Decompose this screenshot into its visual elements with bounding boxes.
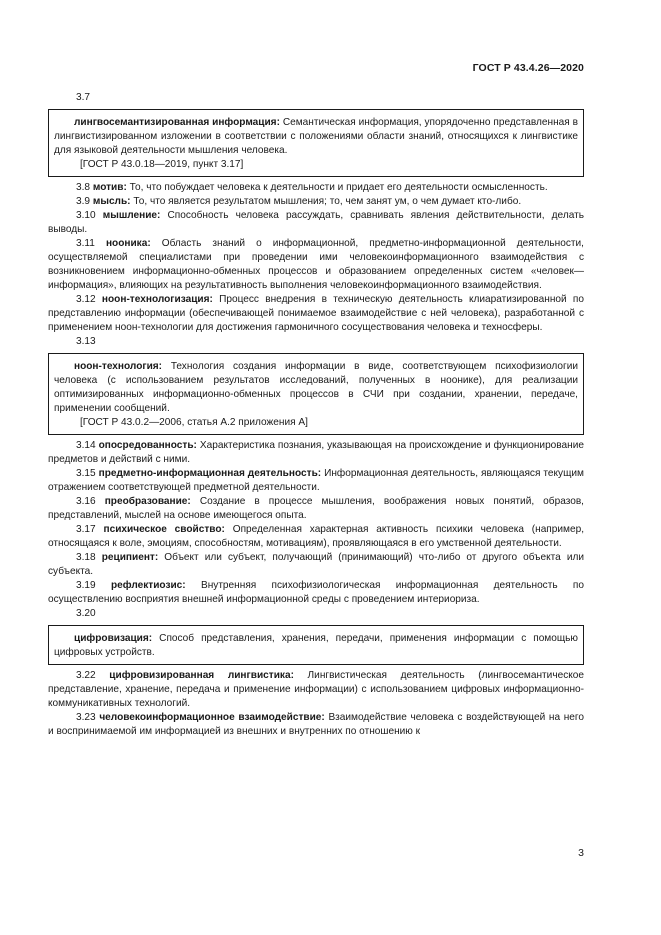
term-entry <box>48 209 584 237</box>
term-number: 3.18 <box>76 552 96 563</box>
term-number: 3.11 <box>76 238 95 249</box>
term-definition <box>54 632 578 660</box>
term-entry <box>48 669 584 711</box>
page-number: 3 <box>578 847 584 859</box>
term-number: 3.22 <box>76 670 96 681</box>
term-definition <box>54 360 578 416</box>
term-number: 3.8 <box>76 182 91 193</box>
definition-text: Семантическая информация, упорядоченно представленная в лингвистизированном изложении в соответствии с положениями области знаний, относящихся к лингвистике для языковой деятельности мышления человека. <box>54 117 579 156</box>
term-name: ноон-технологизация: <box>101 294 213 305</box>
term-definition <box>54 116 578 158</box>
term-name: цифровизированная лингвистика: <box>109 670 294 681</box>
term-name: предметно-информационная деятельность: <box>98 468 322 479</box>
definition-text: Внутренняя психофизиологическая информационная деятельность по осуществлению восприятия внешней информационной среды с проведением интериориза. <box>48 580 584 605</box>
term-entry <box>48 551 584 579</box>
term-name: реципиент: <box>101 552 159 563</box>
definition-text: Процесс внедрения в техническую деятельность клиаратизированной по представлению информации (обеспечивающей понимаемое взаимодействие с ней человека), разработанной с применением ноон-технологии для достижения гармоничного сосуществования человека и техносферы. <box>48 294 585 333</box>
term-number: 3.14 <box>76 440 96 451</box>
definition-text: Определенная характерная активность психики человека (например, относящаяся к воле, эмоциям, способностям, мотивациям), проявляющаяся в его умственной деятельности. <box>48 524 584 549</box>
definition-text: То, что побуждает человека к деятельности и придает его деятельности осмысленность. <box>126 182 548 193</box>
definition-text: Создание в процессе мышления, воображения новых понятий, образов, представлений, мыслей на основе имеющегося опыта. <box>48 496 584 521</box>
definition-text: Лингвистическая деятельность (лингвосемантическое представление, хранение, передача и применение информации) с использованием цифровых информационно-коммуникативных технологий. <box>48 670 584 709</box>
term-entry <box>48 495 584 523</box>
term-number: 3.10 <box>76 210 96 221</box>
term-name: рефлектиозис: <box>110 580 186 591</box>
definition-text: Технология создания информации в виде, соответствующем психофизиологии человека (с использованием результатов исследований, полученных в ноонике), для реализации оптимизированных информационно-обменных процессов в СЧИ при создании, хранении, передаче, применении сообщений. <box>54 361 578 414</box>
definition-text: Взаимодействие человека с воздействующей на него и воспринимаемой им информацией из внешних и внутренних по отношению к <box>48 712 584 737</box>
term-box <box>48 109 584 177</box>
definition-text: Объект или субъект, получающий (принимающий) что-либо от другого объекта или субъекта. <box>48 552 584 577</box>
term-entry <box>48 579 584 607</box>
term-entry <box>48 439 584 467</box>
term-number: 3.15 <box>76 468 96 479</box>
term-number: 3.17 <box>76 524 96 535</box>
term-name: психическое свойство: <box>103 524 225 535</box>
terms-section <box>48 91 584 739</box>
term-number: 3.19 <box>76 580 96 591</box>
term-name: цифровизация: <box>74 633 153 644</box>
term-number: 3.13 <box>76 336 96 347</box>
term-entry <box>48 523 584 551</box>
term-box <box>48 353 584 435</box>
term-name: нооника: <box>105 238 151 249</box>
term-name: преобразование: <box>104 496 191 507</box>
definition-text: Характеристика познания, указывающая на происхождение и функционирование предметов и действий с ними. <box>48 440 584 465</box>
term-source: [ГОСТ Р 43.0.2—2006, статья А.2 приложения А] <box>80 417 308 428</box>
term-entry <box>48 293 584 335</box>
term-number: 3.23 <box>76 712 96 723</box>
term-entry <box>48 607 584 621</box>
term-source: [ГОСТ Р 43.0.18—2019, пункт 3.17] <box>80 159 244 170</box>
standard-header: ГОСТ Р 43.4.26—2020 <box>472 62 584 74</box>
definition-text: То, что является результатом мышления; то, чем занят ум, о чем думает кто-либо. <box>130 196 522 207</box>
document-page <box>48 0 584 935</box>
term-entry <box>48 467 584 495</box>
term-entry <box>48 711 584 739</box>
term-name: лингвосемантизированная информация: <box>74 117 280 128</box>
term-box <box>48 625 584 665</box>
term-name: мысль: <box>92 196 131 207</box>
term-number: 3.16 <box>76 496 96 507</box>
term-name: мышление: <box>102 210 161 221</box>
definition-text: Способность человека рассуждать, сравнивать явления действительности, делать выводы. <box>48 210 584 235</box>
term-name: мотив: <box>92 182 127 193</box>
term-entry <box>48 237 584 293</box>
definition-text: Способ представления, хранения, передачи, применения информации с помощью цифровых устройств. <box>54 633 578 658</box>
term-number: 3.12 <box>76 294 96 305</box>
term-entry <box>48 195 584 209</box>
term-name: человекоинформационное взаимодействие: <box>99 712 325 723</box>
term-name: ноон-технология: <box>74 361 163 372</box>
definition-text: Информационная деятельность, являющаяся текущим отражением соответствующей предметной деятельности. <box>48 468 584 493</box>
term-name: опосредованность: <box>98 440 197 451</box>
term-number: 3.20 <box>76 608 96 619</box>
term-number: 3.7 <box>76 92 91 103</box>
term-number: 3.9 <box>76 196 91 207</box>
definition-text: Область знаний о информационной, предметно-информационной деятельности, осуществляемой специалистами при проведении ими человекоинформационного взаимодействия с возникновением информационно-обменных процессов и образованием определенных систем «человек—информация», влияющих на результативность выполнения человекоинформационного взаимодействия. <box>48 238 584 291</box>
term-entry <box>48 181 584 195</box>
